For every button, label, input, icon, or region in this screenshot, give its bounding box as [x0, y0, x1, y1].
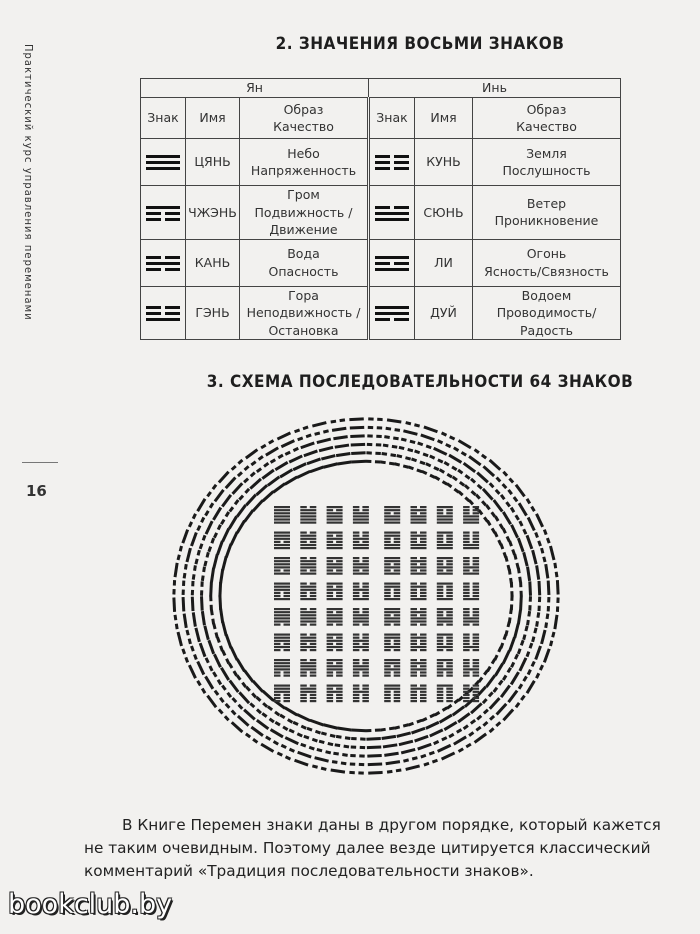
- grid-hexagram-icon: [353, 506, 369, 524]
- grid-hexagram-icon: [384, 583, 400, 601]
- ring-hexagram-icon: [459, 460, 501, 501]
- grid-hexagram-icon: [384, 557, 400, 575]
- yang-name: ЦЯНЬ: [186, 139, 240, 186]
- grid-hexagram-icon: [327, 634, 343, 652]
- grid-hexagram-icon: [411, 659, 427, 677]
- grid-hexagram-icon: [327, 532, 343, 550]
- grid-hexagram-icon: [384, 634, 400, 652]
- grid-hexagram-icon: [300, 583, 316, 601]
- page-number: 16: [26, 482, 47, 500]
- grid-hexagram-icon: [463, 634, 479, 652]
- yin-header: Инь: [369, 79, 621, 98]
- grid-hexagram-icon: [384, 685, 400, 703]
- grid-hexagram-icon: [274, 557, 290, 575]
- yang-name: ЧЖЭНЬ: [186, 186, 240, 240]
- grid-hexagram-icon: [411, 583, 427, 601]
- grid-hexagram-icon: [411, 557, 427, 575]
- yang-desc: Вода Опасность: [240, 239, 369, 286]
- grid-hexagram-icon: [327, 608, 343, 626]
- grid-hexagram-icon: [384, 659, 400, 677]
- grid-hexagram-icon: [300, 659, 316, 677]
- ring-hexagram-icon: [219, 681, 263, 720]
- grid-hexagram-icon: [274, 634, 290, 652]
- grid-hexagram-icon: [274, 685, 290, 703]
- grid-hexagram-icon: [384, 608, 400, 626]
- grid-hexagram-icon: [463, 557, 479, 575]
- yang-desc: Гора Неподвижность / Остановка: [240, 286, 369, 340]
- ring-hexagram-icon: [219, 472, 263, 511]
- ring-hexagram-icon: [349, 419, 366, 462]
- ring-hexagram-icon: [232, 460, 274, 501]
- grid-hexagram-icon: [437, 532, 453, 550]
- grid-hexagram-icon: [300, 685, 316, 703]
- grid-hexagram-icon: [411, 634, 427, 652]
- ring-hexagram-icon: [174, 595, 221, 611]
- grid-hexagram-icon: [327, 685, 343, 703]
- col-name-yin: Имя: [415, 98, 473, 139]
- ring-hexagram-icon: [366, 730, 383, 773]
- grid-hexagram-icon: [353, 557, 369, 575]
- grid-hexagram-icon: [300, 532, 316, 550]
- yin-name: ЛИ: [415, 239, 473, 286]
- grid-hexagram-icon: [327, 557, 343, 575]
- grid-hexagram-icon: [274, 583, 290, 601]
- yin-name: ДУЙ: [415, 286, 473, 340]
- grid-hexagram-icon: [300, 608, 316, 626]
- ring-hexagram-icon: [469, 472, 513, 511]
- grid-hexagram-icon: [300, 634, 316, 652]
- grid-hexagram-icon: [411, 608, 427, 626]
- ring-hexagram-icon: [174, 580, 221, 596]
- grid-hexagram-icon: [437, 608, 453, 626]
- grid-hexagram-icon: [437, 506, 453, 524]
- grid-hexagram-icon: [384, 506, 400, 524]
- ring-hexagram-icon: [366, 419, 383, 462]
- grid-hexagram-icon: [274, 506, 290, 524]
- spine-title: Практический курс управления переменами: [22, 44, 35, 321]
- grid-hexagram-icon: [353, 583, 369, 601]
- grid-hexagram-icon: [463, 659, 479, 677]
- body-paragraph: В Книге Перемен знаки даны в другом порядке, который кажется не таким очевидным. Поэтому далее везде цитируется классический комментарий «Традиция последовательности знаков».: [84, 816, 661, 880]
- ring-hexagram-icon: [232, 691, 274, 732]
- yang-desc: Гром Подвижность / Движение: [240, 186, 369, 240]
- section-2-title: 2. ЗНАЧЕНИЯ ВОСЬМИ ЗНАКОВ: [275, 34, 565, 54]
- grid-hexagram-icon: [353, 608, 369, 626]
- section-3-title: 3. СХЕМА ПОСЛЕДОВАТЕЛЬНОСТИ 64 ЗНАКОВ: [206, 372, 634, 392]
- grid-hexagram-icon: [411, 532, 427, 550]
- yin-name: СЮНЬ: [415, 186, 473, 240]
- grid-hexagram-icon: [274, 532, 290, 550]
- yang-name: ГЭНЬ: [186, 286, 240, 340]
- grid-hexagram-icon: [274, 659, 290, 677]
- yin-desc: Земля Послушность: [473, 139, 621, 186]
- yang-name: КАНЬ: [186, 239, 240, 286]
- col-name-yang: Имя: [186, 98, 240, 139]
- yang-header: Ян: [141, 79, 369, 98]
- ring-hexagram-icon: [349, 730, 366, 773]
- grid-hexagram-icon: [437, 634, 453, 652]
- grid-hexagram-icon: [327, 506, 343, 524]
- yang-desc: Небо Напряженность: [240, 139, 369, 186]
- col-sign-yang: Знак: [141, 98, 186, 139]
- yin-desc: Огонь Ясность/Связность: [473, 239, 621, 286]
- grid-hexagram-icon: [353, 634, 369, 652]
- grid-hexagram-icon: [411, 685, 427, 703]
- ring-hexagram-icon: [511, 595, 558, 611]
- grid-hexagram-icon: [353, 685, 369, 703]
- grid-hexagram-icon: [437, 583, 453, 601]
- ring-hexagram-icon: [511, 580, 558, 596]
- watermark-logo: bookclub.by: [8, 889, 173, 920]
- grid-hexagram-icon: [327, 583, 343, 601]
- col-quality-yin: Образ Качество: [473, 98, 621, 139]
- grid-hexagram-icon: [463, 608, 479, 626]
- square-hexagram-grid: [274, 506, 479, 702]
- grid-hexagram-icon: [463, 583, 479, 601]
- yin-desc: Ветер Проникновение: [473, 186, 621, 240]
- grid-hexagram-icon: [353, 659, 369, 677]
- grid-hexagram-icon: [463, 532, 479, 550]
- grid-hexagram-icon: [437, 659, 453, 677]
- yin-desc: Водоем Проводимость/ Радость: [473, 286, 621, 340]
- grid-hexagram-icon: [300, 506, 316, 524]
- grid-hexagram-icon: [327, 659, 343, 677]
- grid-hexagram-icon: [384, 532, 400, 550]
- grid-hexagram-icon: [353, 532, 369, 550]
- yin-name: КУНЬ: [415, 139, 473, 186]
- col-quality-yang: Образ Качество: [240, 98, 369, 139]
- grid-hexagram-icon: [300, 557, 316, 575]
- col-sign-yin: Знак: [369, 98, 415, 139]
- grid-hexagram-icon: [437, 685, 453, 703]
- grid-hexagram-icon: [274, 608, 290, 626]
- grid-hexagram-icon: [437, 557, 453, 575]
- grid-hexagram-icon: [411, 506, 427, 524]
